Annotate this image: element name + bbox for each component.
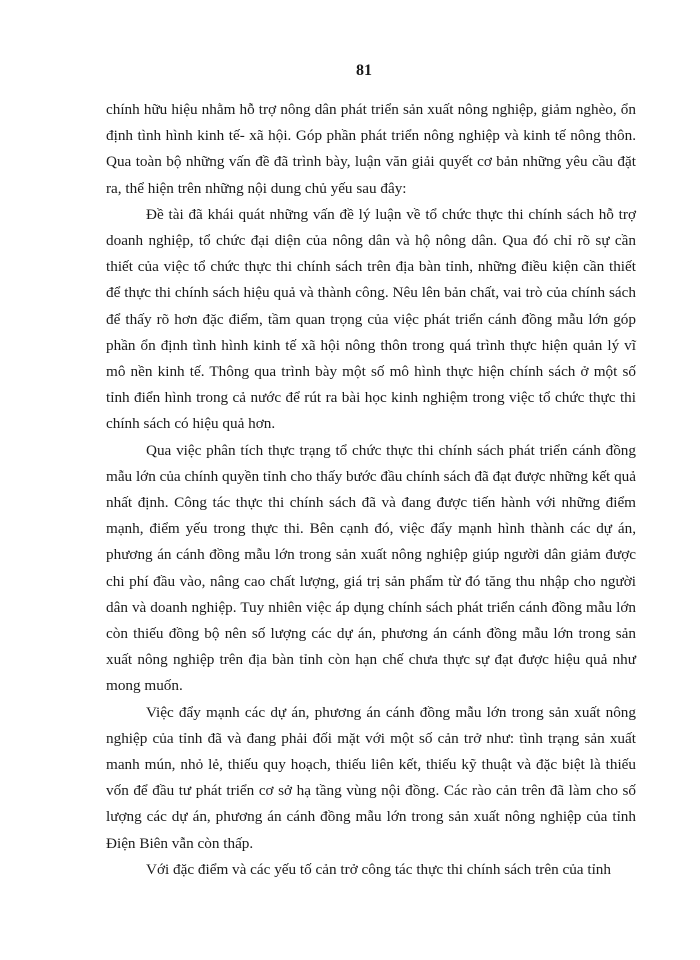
- paragraph-3: Qua việc phân tích thực trạng tổ chức thực thi chính sách phát triển cánh đồng mẫu lớn của chính quyền tỉnh cho thấy bước đầu chính sách đã đạt được những kết quả nhất định. Công tác thực thi chính sách đã và đang được tiến hành với những điểm mạnh, điểm yếu trong thực thi. Bên cạnh đó, việc đẩy mạnh hình thành các dự án, phương án cánh đồng mẫu lớn trong sản xuất nông nghiệp giúp người dân giảm được chi phí đầu vào, nâng cao chất lượng, giá trị sản phẩm từ đó tăng thu nhập cho người dân và doanh nghiệp. Tuy nhiên việc áp dụng chính sách phát triển cánh đồng mẫu lớn còn thiếu đồng bộ nên số lượng các dự án, phương án cánh đồng mẫu lớn trong sản xuất nông nghiệp trên địa bàn tỉnh còn hạn chế chưa thực sự đạt được hiệu quả như mong muốn.: [106, 441, 637, 695]
- body-text: [106, 97, 636, 883]
- page-number: 81: [356, 62, 372, 79]
- paragraph-1: chính hữu hiệu nhằm hỗ trợ nông dân phát triển sản xuất nông nghiệp, giảm nghèo, ổn định tình hình kinh tế- xã hội. Góp phần phát triển nông nghiệp và kinh tế nông thôn. Qua toàn bộ những vấn đề đã trình bày, luận văn giải quyết cơ bản những yêu cầu đặt ra, thể hiện trên những nội dung chủ yếu sau đây:: [106, 101, 636, 197]
- paragraph-2: Đề tài đã khái quát những vấn đề lý luận về tổ chức thực thi chính sách hỗ trợ doanh nghiệp, tổ chức đại diện của nông dân và hộ nông dân. Qua đó chỉ rõ sự cần thiết của việc tổ chức thực thi chính sách trên địa bàn tỉnh, những điều kiện cần thiết để thực thi chính sách hiệu quả và thành công. Nêu lên bản chất, vai trò của chính sách để thấy rõ hơn đặc điểm, tầm quan trọng của việc phát triển cánh đồng mẫu lớn góp phần ổn định tình hình kinh tế xã hội nông thôn trong quá trình thực hiện quản lý vĩ mô nền kinh tế. Thông qua trình bày một số mô hình thực hiện chính sách ở một số tỉnh điển hình trong cả nước để rút ra bài học kinh nghiệm trong việc tổ chức thực thi chính sách có hiệu quả hơn.: [106, 205, 636, 433]
- paragraph-4: Việc đẩy mạnh các dự án, phương án cánh đồng mẫu lớn trong sản xuất nông nghiệp của tỉnh đã và đang phải đối mặt với một số cản trở như: tình trạng sản xuất manh mún, nhỏ lẻ, thiếu quy hoạch, thiếu liên kết, thiếu kỹ thuật và đặc biệt là thiếu vốn để đầu tư phát triển cơ sở hạ tầng vùng nội đồng. Các rào cản trên đã làm cho số lượng các dự án, phương án cánh đồng mẫu lớn trong sản xuất nông nghiệp của tỉnh Điện Biên vẫn còn thấp.: [106, 703, 636, 852]
- paragraph-5: Với đặc điểm và các yếu tố cản trở công tác thực thi chính sách trên của tỉnh: [146, 860, 611, 878]
